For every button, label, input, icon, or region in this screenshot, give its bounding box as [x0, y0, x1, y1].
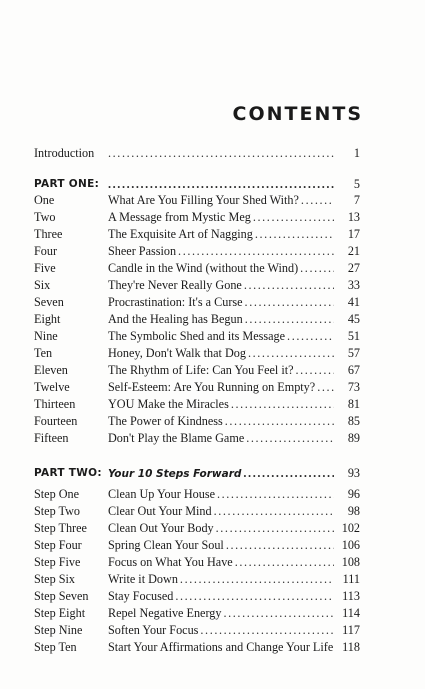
entry-title-line	[108, 464, 334, 483]
page-number: 57	[347, 346, 360, 360]
part-label: PART ONE:	[34, 178, 100, 190]
toc-entry-row	[34, 395, 360, 413]
dot-leader	[108, 144, 334, 162]
chapter-title: Spring Clean Your Soul	[108, 538, 224, 552]
dot-leader	[246, 429, 334, 447]
chapter-number: Four	[34, 244, 58, 258]
chapter-number: Fourteen	[34, 414, 78, 428]
chapter-title: A Message from Mystic Meg	[108, 210, 251, 224]
entry-title-line	[108, 293, 334, 311]
chapter-number: Five	[34, 261, 56, 275]
dot-leader	[296, 361, 334, 379]
toc-entry-row	[34, 412, 360, 430]
toc-entry-row	[34, 502, 360, 520]
toc-entry-row	[34, 327, 360, 345]
page-number: 93	[347, 466, 360, 480]
page-number: 51	[347, 329, 360, 343]
toc-entry-row	[34, 621, 360, 639]
chapter-number: Step Four	[34, 538, 82, 552]
chapter-title: Don't Play the Blame Game	[108, 431, 245, 445]
page-number: 73	[347, 380, 360, 394]
entry-title-line	[108, 485, 334, 503]
dot-leader	[216, 519, 334, 537]
chapter-title: Procrastination: It's a Curse	[108, 295, 243, 309]
dot-leader	[223, 604, 334, 622]
entry-title-line	[108, 570, 334, 588]
chapter-number: Seven	[34, 295, 64, 309]
entry-title-line	[108, 259, 334, 277]
entry-title-line	[108, 225, 334, 243]
chapter-title: They're Never Really Gone	[108, 278, 242, 292]
chapter-title: Sheer Passion	[108, 244, 177, 258]
toc-entry-row	[34, 604, 360, 622]
toc-entry-row	[34, 485, 360, 503]
page-number: 114	[342, 606, 360, 620]
page-number: 21	[347, 244, 360, 258]
page-number: 102	[341, 521, 360, 535]
page-number: 7	[353, 193, 360, 207]
toc-entry-row	[34, 344, 360, 362]
dot-leader	[317, 378, 334, 396]
chapter-title: Write it Down	[108, 572, 178, 586]
entry-title-line	[108, 502, 334, 520]
dot-leader	[244, 276, 334, 294]
dot-leader	[214, 502, 334, 520]
chapter-title: The Power of Kindness	[108, 414, 223, 428]
dot-leader	[226, 536, 334, 554]
chapter-title: What Are You Filling Your Shed With?	[108, 193, 299, 207]
entry-title-line	[108, 519, 334, 537]
entry-title-line	[108, 276, 334, 294]
contents-heading: CONTENTS	[232, 103, 363, 125]
chapter-title: The Symbolic Shed and its Message	[108, 329, 286, 343]
dot-leader	[287, 327, 334, 345]
dot-leader	[180, 570, 334, 588]
dot-leader	[248, 344, 334, 362]
toc-entry-row	[34, 587, 360, 605]
page-number: 17	[347, 227, 360, 241]
chapter-number: Twelve	[34, 380, 70, 394]
page-number: 81	[347, 397, 360, 411]
introduction-row	[34, 144, 360, 162]
entry-title-line	[108, 395, 334, 413]
page-number: 1	[353, 146, 360, 160]
dot-leader	[300, 259, 334, 277]
part-label: PART TWO:	[34, 467, 102, 479]
entry-title-line	[108, 429, 334, 447]
toc-entry-row	[34, 536, 360, 554]
page-number: 117	[342, 623, 360, 637]
toc-entry-row	[34, 208, 360, 226]
entry-title-line	[108, 327, 334, 345]
toc-entry-row	[34, 225, 360, 243]
chapter-title: Repel Negative Energy	[108, 606, 222, 620]
entry-title-line	[108, 310, 334, 328]
dot-leader	[243, 464, 334, 482]
entry-title-line	[108, 144, 334, 162]
chapter-number: Six	[34, 278, 51, 292]
entry-title-line	[108, 361, 334, 379]
chapter-title: Candle in the Wind (without the Wind)	[108, 261, 299, 275]
chapter-title: Focus on What You Have	[108, 555, 233, 569]
chapter-number: Introduction	[34, 146, 95, 160]
toc-entry-row	[34, 310, 360, 328]
chapter-title: The Rhythm of Life: Can You Feel it?	[108, 363, 294, 377]
dot-leader	[245, 310, 334, 328]
dot-leader	[301, 191, 334, 209]
entry-title-line	[108, 191, 334, 209]
chapter-number: Three	[34, 227, 63, 241]
entry-title-line	[108, 553, 334, 571]
chapter-title: YOU Make the Miracles	[108, 397, 229, 411]
entry-title-line	[108, 621, 334, 639]
chapter-number: Step Three	[34, 521, 87, 535]
page-number: 41	[347, 295, 360, 309]
chapter-number: Thirteen	[34, 397, 76, 411]
dot-leader	[200, 621, 334, 639]
chapter-number: Ten	[34, 346, 53, 360]
chapter-number: Two	[34, 210, 56, 224]
toc-entry-row	[34, 553, 360, 571]
entry-title-line	[108, 344, 334, 362]
toc-entry-row	[34, 361, 360, 379]
chapter-number: Fifteen	[34, 431, 69, 445]
page-number: 108	[341, 555, 360, 569]
page-number: 98	[347, 504, 360, 518]
page-number: 106	[341, 538, 360, 552]
toc-entry-row	[34, 638, 360, 656]
entry-title-line	[108, 604, 334, 622]
page-number: 111	[342, 572, 360, 586]
toc-entry-row	[34, 276, 360, 294]
chapter-number: Step One	[34, 487, 80, 501]
dot-leader	[217, 485, 334, 503]
entry-title-line	[108, 412, 334, 430]
dot-leader	[255, 225, 334, 243]
chapter-number: Eleven	[34, 363, 68, 377]
entry-title-line	[108, 378, 334, 396]
page-number: 67	[347, 363, 360, 377]
entry-title-line	[108, 638, 334, 656]
toc-entry-row	[34, 293, 360, 311]
chapter-title: And the Healing has Begun	[108, 312, 243, 326]
part-title: Your 10 Steps Forward	[108, 468, 242, 480]
chapter-number: Step Nine	[34, 623, 83, 637]
dot-leader	[253, 208, 334, 226]
page-number: 89	[347, 431, 360, 445]
dot-leader	[235, 553, 334, 571]
page-number: 118	[342, 640, 360, 654]
dot-leader	[178, 242, 334, 260]
toc-entry-row	[34, 519, 360, 537]
chapter-title: Clear Out Your Mind	[108, 504, 212, 518]
chapter-number: Step Ten	[34, 640, 77, 654]
chapter-title: Stay Focused	[108, 589, 174, 603]
entry-title-line	[108, 536, 334, 554]
entry-title-line	[108, 587, 334, 605]
dot-leader	[245, 293, 334, 311]
chapter-number: Eight	[34, 312, 61, 326]
chapter-number: One	[34, 193, 55, 207]
page-number: 96	[347, 487, 360, 501]
toc-entry-row	[34, 191, 360, 209]
toc-entry-row	[34, 242, 360, 260]
page-number: 45	[347, 312, 360, 326]
page-number: 33	[347, 278, 360, 292]
dot-leader	[225, 412, 334, 430]
entry-title-line	[108, 208, 334, 226]
dot-leader	[231, 395, 334, 413]
toc-entry-row	[34, 259, 360, 277]
chapter-title: Self-Esteem: Are You Running on Empty?	[108, 380, 316, 394]
chapter-title: Clean Out Your Body	[108, 521, 214, 535]
chapter-title: Honey, Don't Walk that Dog	[108, 346, 246, 360]
page-number: 27	[347, 261, 360, 275]
chapter-title: Clean Up Your House	[108, 487, 215, 501]
page-number: 13	[347, 210, 360, 224]
toc-entry-row	[34, 570, 360, 588]
chapter-number: Step Six	[34, 572, 75, 586]
chapter-title: The Exquisite Art of Nagging	[108, 227, 253, 241]
chapter-number: Nine	[34, 329, 58, 343]
dot-leader	[175, 587, 334, 605]
toc-entry-row	[34, 378, 360, 396]
page-number: 113	[342, 589, 360, 603]
chapter-number: Step Eight	[34, 606, 86, 620]
chapter-number: Step Seven	[34, 589, 89, 603]
toc-entry-row	[34, 429, 360, 447]
chapter-number: Step Two	[34, 504, 80, 518]
entry-title-line	[108, 242, 334, 260]
chapter-title: Soften Your Focus	[108, 623, 199, 637]
chapter-number: Step Five	[34, 555, 81, 569]
page-number: 85	[347, 414, 360, 428]
chapter-title: Start Your Affirmations and Change Your Life	[108, 640, 334, 654]
page-number: 5	[353, 177, 360, 191]
part-heading-row	[34, 464, 360, 482]
